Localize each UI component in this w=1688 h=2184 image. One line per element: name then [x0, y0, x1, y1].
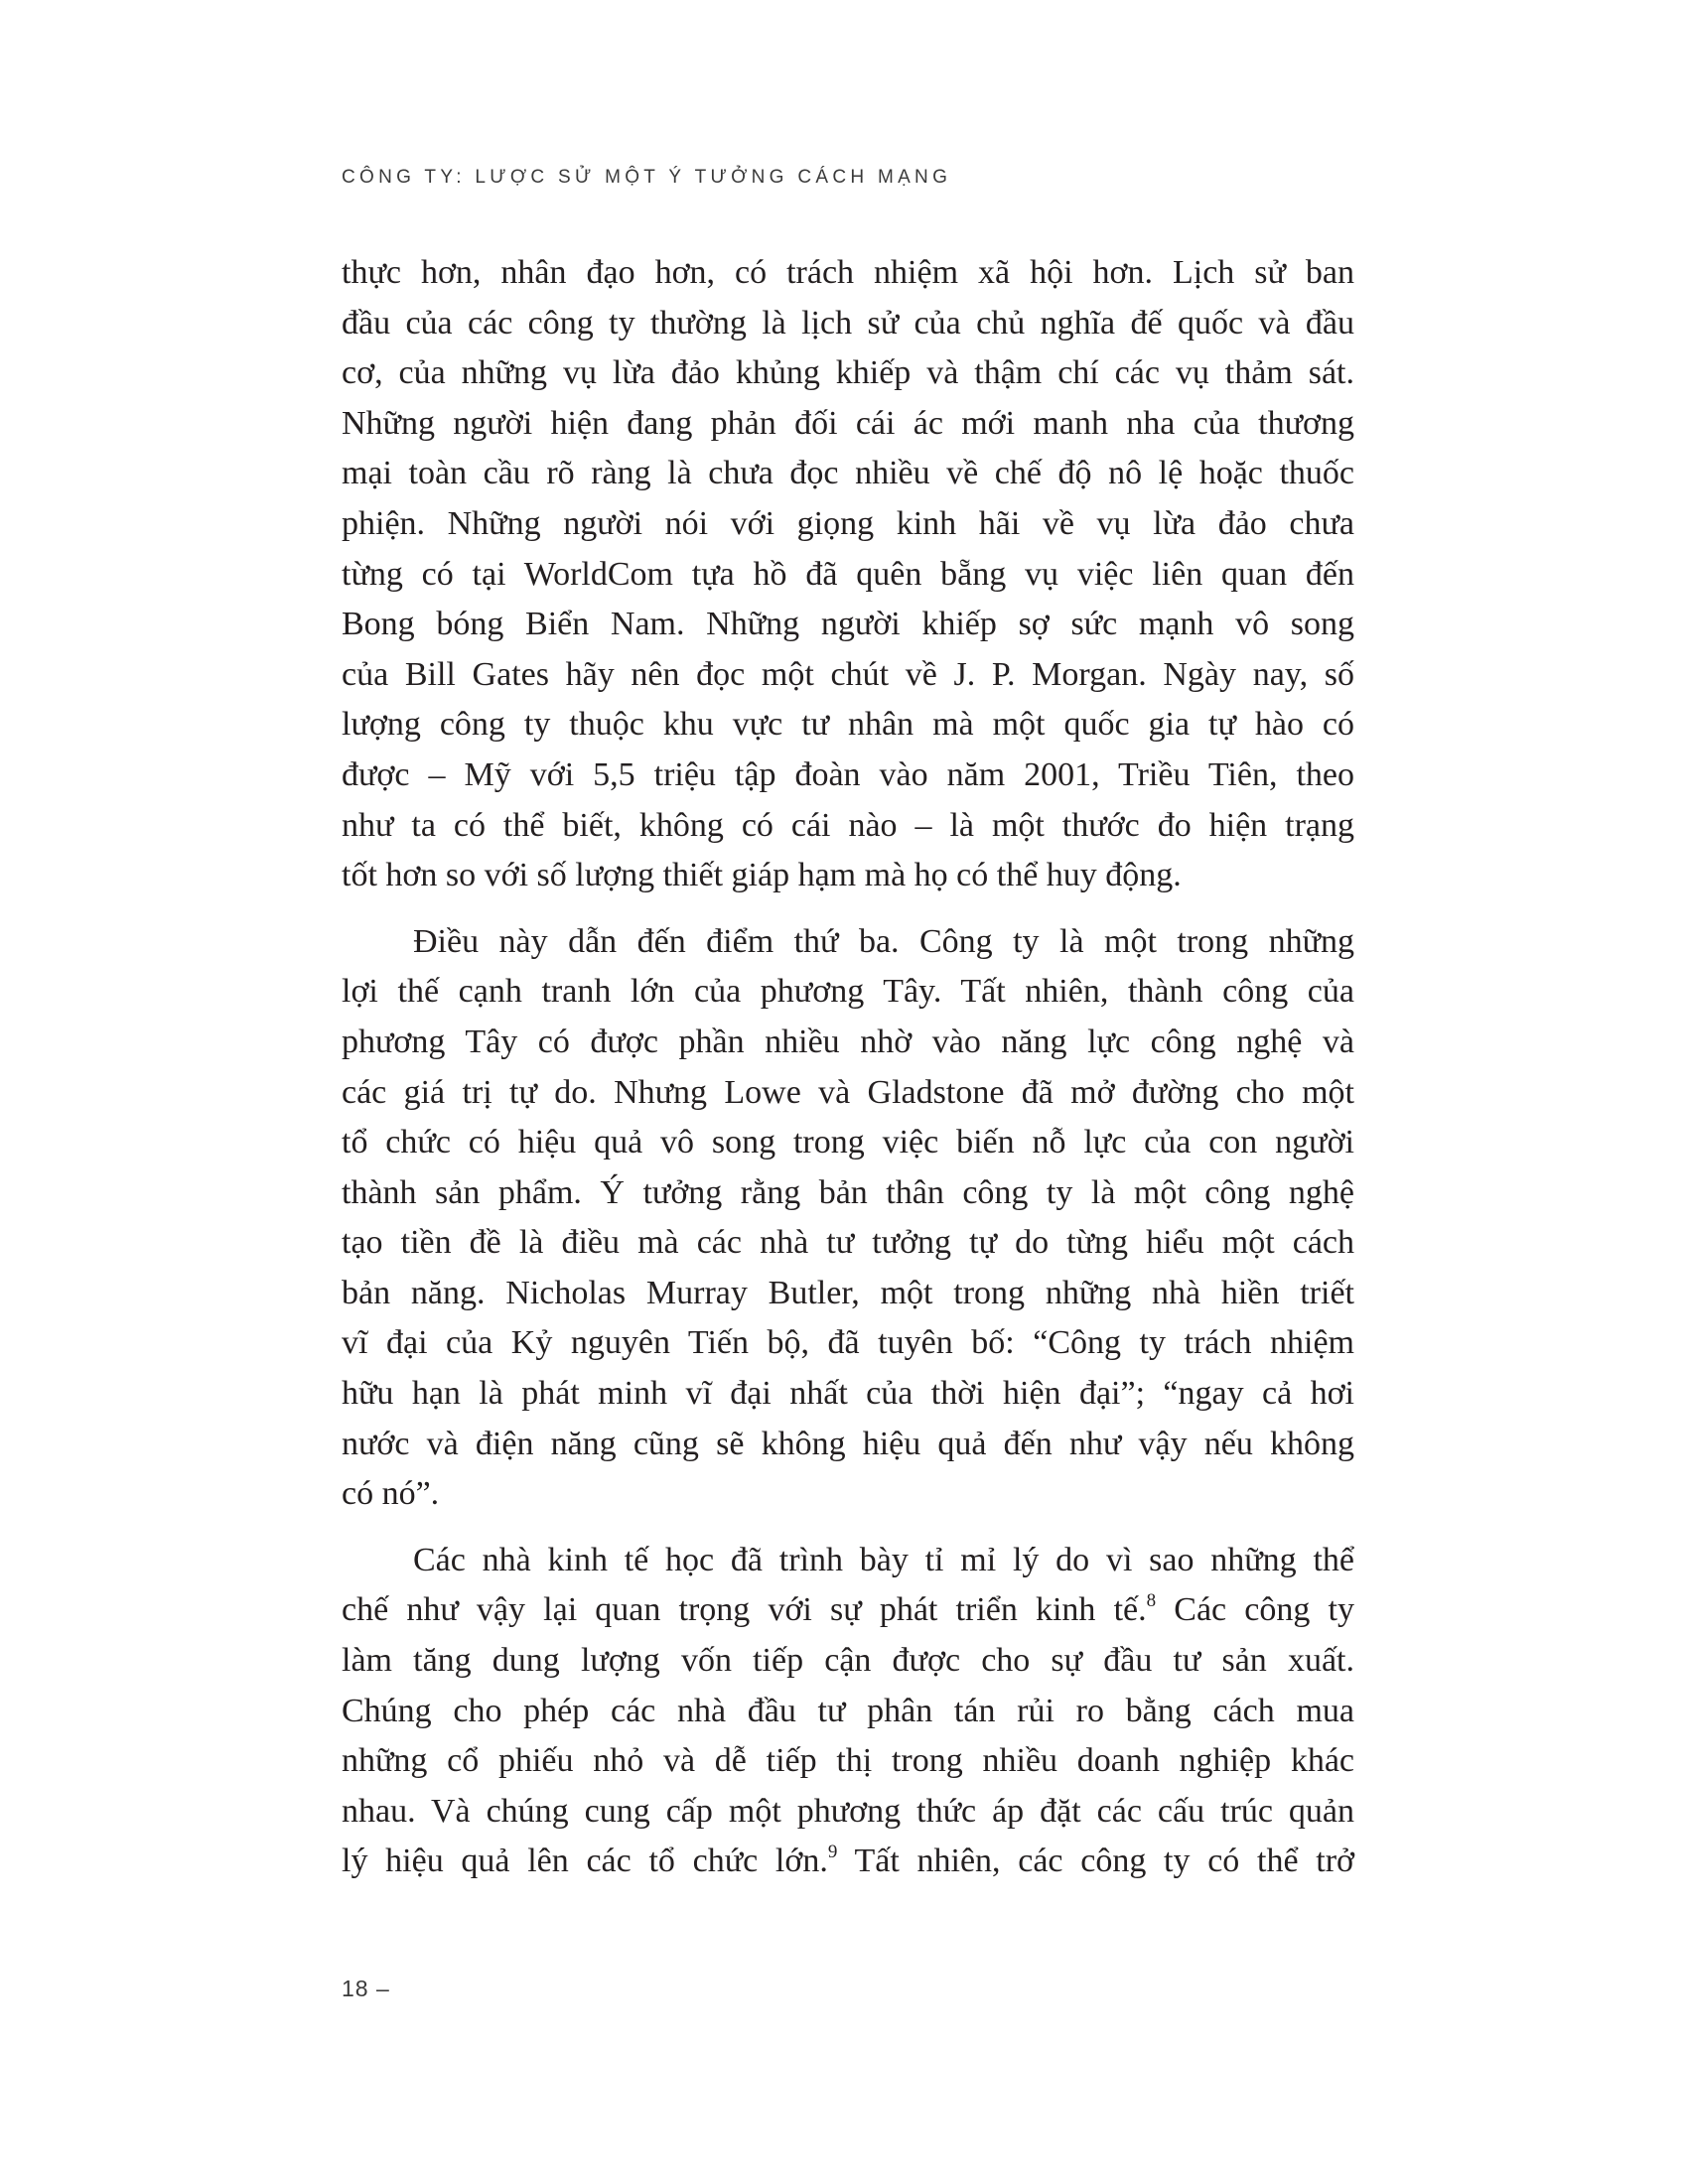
- text-line: tổ chức có hiệu quả vô song trong việc biến nỗ lực của con người: [342, 1124, 1354, 1161]
- text-line: nhau. Và chúng cung cấp một phương thức áp đặt các cấu trúc quản: [342, 1792, 1354, 1830]
- text-line: bản năng. Nicholas Murray Butler, một trong những nhà hiền triết: [342, 1274, 1354, 1311]
- text-fragment: Các công ty: [1174, 1591, 1354, 1629]
- text-line: làm tăng dung lượng vốn tiếp cận được cho sự đầu tư sản xuất.: [342, 1642, 1354, 1680]
- text-line: thực hơn, nhân đạo hơn, có trách nhiệm xã hội hơn. Lịch sử ban: [342, 254, 1354, 291]
- text-line: cơ, của những vụ lừa đảo khủng khiếp và thậm chí các vụ thảm sát.: [342, 354, 1354, 392]
- footnote-marker-9: 9: [827, 1842, 838, 1863]
- text-line: tạo tiền đề là điều mà các nhà tư tưởng tự do từng hiểu một cách: [342, 1224, 1354, 1262]
- paragraph-1: [342, 248, 1354, 901]
- body-text: [342, 248, 1354, 1887]
- text-line: phương Tây có được phần nhiều nhờ vào năng lực công nghệ và: [342, 1023, 1354, 1060]
- text-line: Bong bóng Biển Nam. Những người khiếp sợ sức mạnh vô song: [342, 606, 1354, 643]
- text-line: tốt hơn so với số lượng thiết giáp hạm mà họ có thể huy động.: [342, 857, 1182, 894]
- text-line: của Bill Gates hãy nên đọc một chút về J. P. Morgan. Ngày nay, số: [342, 655, 1354, 693]
- text-line: vĩ đại của Kỷ nguyên Tiến bộ, đã tuyên bố: “Công ty trách nhiệm: [342, 1324, 1354, 1362]
- text-line: nước và điện năng cũng sẽ không hiệu quả đến như vậy nếu không: [342, 1425, 1354, 1462]
- text-line: Những người hiện đang phản đối cái ác mới manh nha của thương: [342, 404, 1354, 442]
- text-line: các giá trị tự do. Nhưng Lowe và Gladstone đã mở đường cho một: [342, 1073, 1354, 1111]
- text-line: [342, 1837, 1354, 1887]
- text-line: mại toàn cầu rõ ràng là chưa đọc nhiều về chế độ nô lệ hoặc thuốc: [342, 455, 1354, 492]
- page-number: 18 –: [342, 1976, 390, 2001]
- text-line: được – Mỹ với 5,5 triệu tập đoàn vào năm 2001, Triều Tiên, theo: [342, 755, 1354, 793]
- text-fragment: Tất nhiên, các công ty có thể trở: [837, 1843, 1354, 1880]
- text-fragment: lý hiệu quả lên các tổ chức lớn.: [342, 1843, 828, 1880]
- text-line: lượng công ty thuộc khu vực tư nhân mà một quốc gia tự hào có: [342, 706, 1354, 744]
- text-line: Chúng cho phép các nhà đầu tư phân tán rủi ro bằng cách mua: [342, 1692, 1354, 1729]
- text-line: Điều này dẫn đến điểm thứ ba. Công ty là một trong những: [413, 922, 1354, 960]
- text-line: từng có tại WorldCom tựa hồ đã quên bẵng vụ việc liên quan đến: [342, 555, 1354, 593]
- text-line: Các nhà kinh tế học đã trình bày tỉ mỉ lý do vì sao những thể: [413, 1541, 1354, 1578]
- text-fragment: chế như vậy lại quan trọng với sự phát triển kinh tế.: [342, 1591, 1147, 1629]
- running-head: CÔNG TY: LƯỢC SỬ MỘT Ý TƯỞNG CÁCH MẠNG: [342, 167, 952, 188]
- text-line: [342, 1585, 1354, 1636]
- text-line: đầu của các công ty thường là lịch sử của chủ nghĩa đế quốc và đầu: [342, 304, 1354, 341]
- text-line: phiện. Những người nói với giọng kinh hãi về vụ lừa đảo chưa: [342, 504, 1354, 542]
- text-line: những cổ phiếu nhỏ và dễ tiếp thị trong nhiều doanh nghiệp khác: [342, 1742, 1354, 1780]
- paragraph-2: [342, 917, 1354, 1520]
- text-line: hữu hạn là phát minh vĩ đại nhất của thời hiện đại”; “ngay cả hơi: [342, 1375, 1354, 1413]
- text-line: thành sản phẩm. Ý tưởng rằng bản thân công ty là một công nghệ: [342, 1173, 1354, 1211]
- footnote-marker-8: 8: [1146, 1590, 1157, 1612]
- text-line: như ta có thể biết, không có cái nào – là một thước đo hiện trạng: [342, 806, 1354, 844]
- text-line: có nó”.: [342, 1475, 440, 1513]
- paragraph-3: [342, 1536, 1354, 1887]
- text-line: lợi thế cạnh tranh lớn của phương Tây. Tất nhiên, thành công của: [342, 973, 1354, 1011]
